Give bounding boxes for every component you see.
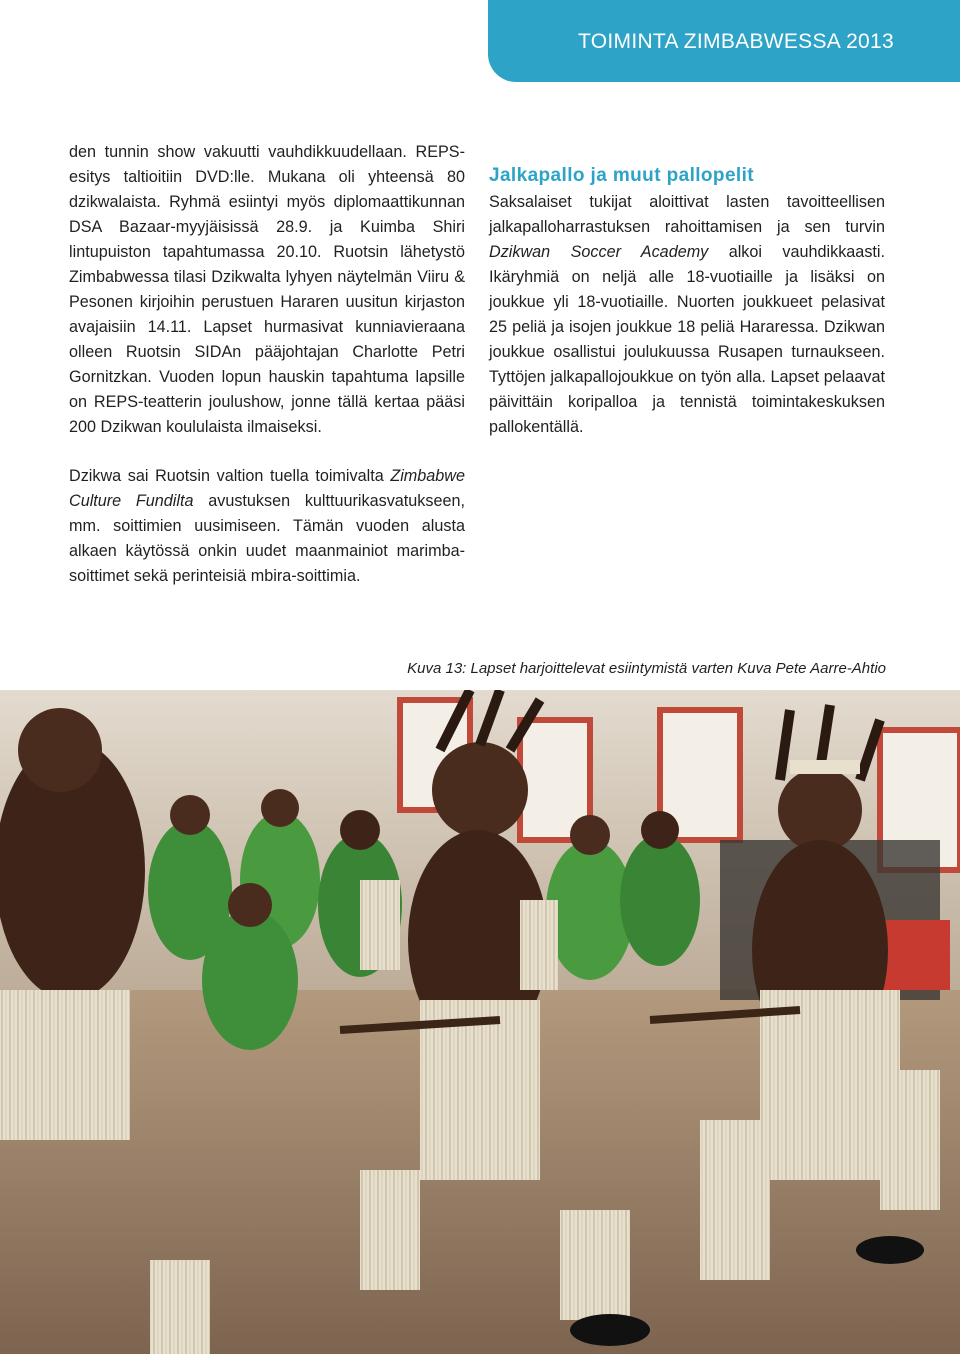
soccer-academy-name: Dzikwan Soccer Academy — [489, 243, 709, 261]
left-paragraph-2-end: avustuksen kulttuurikasvatukseen, mm. soittimien uusimiseen. Tämän vuoden alusta alkaen käytössä onkin uudet maanmainiot marimba-soittimet sekä perinteisiä mbira-soittimia. — [69, 492, 465, 585]
photo-illustration — [0, 690, 960, 1354]
right-text-column — [489, 140, 885, 440]
section-heading-football: Jalkapallo ja muut pallopelit — [489, 165, 754, 186]
football-paragraph — [489, 190, 885, 440]
page-header-title: TOIMINTA ZIMBABWESSA 2013 — [578, 30, 894, 53]
left-paragraph-2 — [69, 464, 465, 589]
left-text-column — [69, 140, 465, 589]
left-paragraph-1: den tunnin show vakuutti vauhdikkuudellaan. REPS-esitys taltioitiin DVD:lle. Mukana oli yhteensä 80 dzikwalaista. Ryhmä esiintyi myös diplomaattikunnan DSA Bazaar-myyjäisissä 28.9. ja Kuimba Shiri lintupuiston tapahtumassa 20.10. Ruotsin lähetystö Zimbabwessa tilasi Dzikwalta lyhyen näytelmän Viiru & Pesonen kirjoihin perustuen Hararen uusitun kirjaston avajaisiin 14.11. Lapset hurmasivat kunniavieraana olleen Ruotsin SIDAn pääjohtajan Charlotte Petri Gornitzkan. Vuoden lopun hauskin tapahtuma lapsille on REPS-teatterin joulushow, jonne tällä kertaa pääsi 200 Dzikwan koululaista ilmaiseksi. — [69, 143, 465, 436]
left-paragraph-2-start: Dzikwa sai Ruotsin valtion tuella toimivalta — [69, 467, 391, 485]
dancing-children-photo — [0, 690, 960, 1354]
photo-caption: Kuva 13: Lapset harjoittelevat esiintymistä varten Kuva Pete Aarre-Ahtio — [407, 660, 886, 677]
header-banner — [488, 0, 960, 82]
football-paragraph-end: alkoi vauhdikkaasti. Ikäryhmiä on neljä alle 18-vuotiaille ja lisäksi on joukkue yli 18-vuotiaille. Nuorten joukkueet pelasivat 25 peliä ja isojen joukkue 18 peliä Hararessa. Dzikwan joukkue osallistui joulukuussa Rusapen turnaukseen. Tyttöjen jalkapallojoukkue on työn alla. Lapset pelaavat päivittäin koripalloa ja tennistä toimintakeskuksen pallokentällä. — [489, 243, 885, 436]
culture-fund-name: Zimbabwe Culture Fundilta — [69, 467, 465, 510]
football-paragraph-start: Saksalaiset tukijat aloittivat lasten tavoitteellisen jalkapalloharrastuksen rahoittamisen ja sen turvin — [489, 193, 885, 236]
